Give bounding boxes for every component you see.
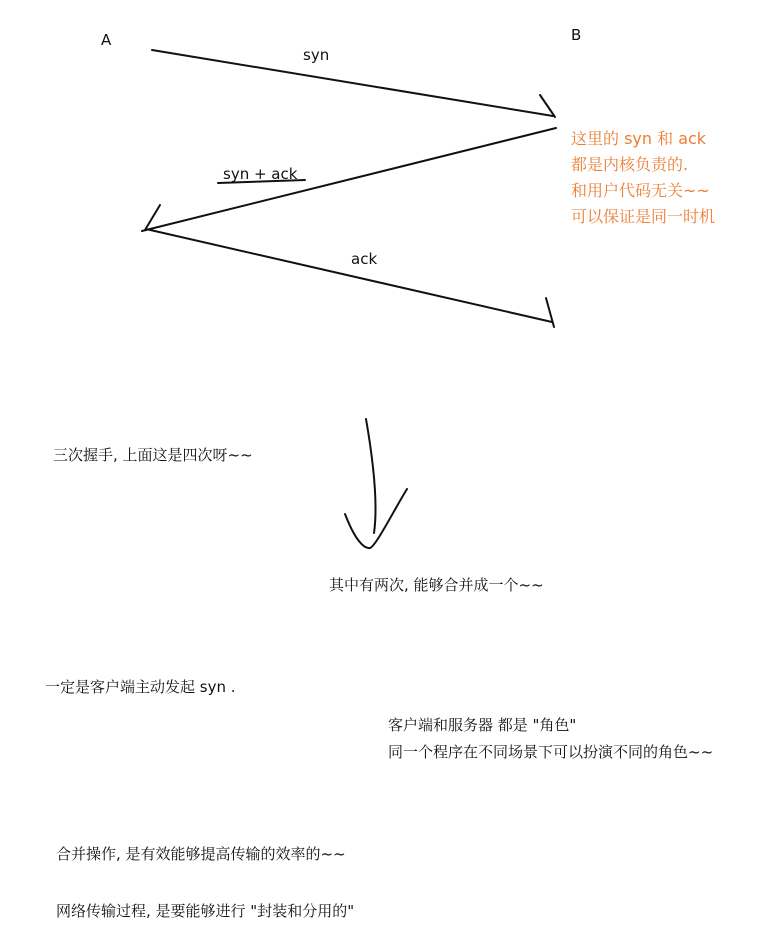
encapsulation-note: 网络传输过程, 是要能够进行 "封装和分用的" — [56, 902, 355, 920]
node-b-label: B — [571, 26, 582, 44]
kernel-note-line: 可以保证是同一时机 — [571, 207, 716, 226]
three-handshake-note: 三次握手, 上面这是四次呀~~ — [53, 446, 253, 464]
roles-note-line1: 客户端和服务器 都是 "角色" — [388, 716, 577, 734]
syn-ack-label: syn + ack — [223, 165, 298, 183]
ack-arrow — [146, 229, 552, 322]
ack-arrowhead — [546, 298, 554, 327]
kernel-note-line: 这里的 syn 和 ack — [571, 129, 707, 148]
kernel-note-line: 都是内核负责的. — [571, 155, 689, 174]
merge-efficiency-note: 合并操作, 是有效能够提高传输的效率的~~ — [56, 845, 346, 863]
merge-two-note: 其中有两次, 能够合并成一个~~ — [329, 576, 544, 594]
down-arrow-shaft — [366, 419, 376, 533]
client-initiates-note: 一定是客户端主动发起 syn . — [45, 678, 236, 696]
ack-label: ack — [351, 250, 378, 268]
syn-arrow — [152, 50, 553, 116]
syn-ack-arrow — [142, 128, 556, 231]
kernel-note-line: 和用户代码无关~~ — [571, 181, 710, 200]
roles-note-line2: 同一个程序在不同场景下可以扮演不同的角色~~ — [388, 743, 714, 761]
node-a-label: A — [101, 31, 112, 49]
syn-label: syn — [303, 46, 330, 64]
kernel-note — [571, 126, 715, 230]
